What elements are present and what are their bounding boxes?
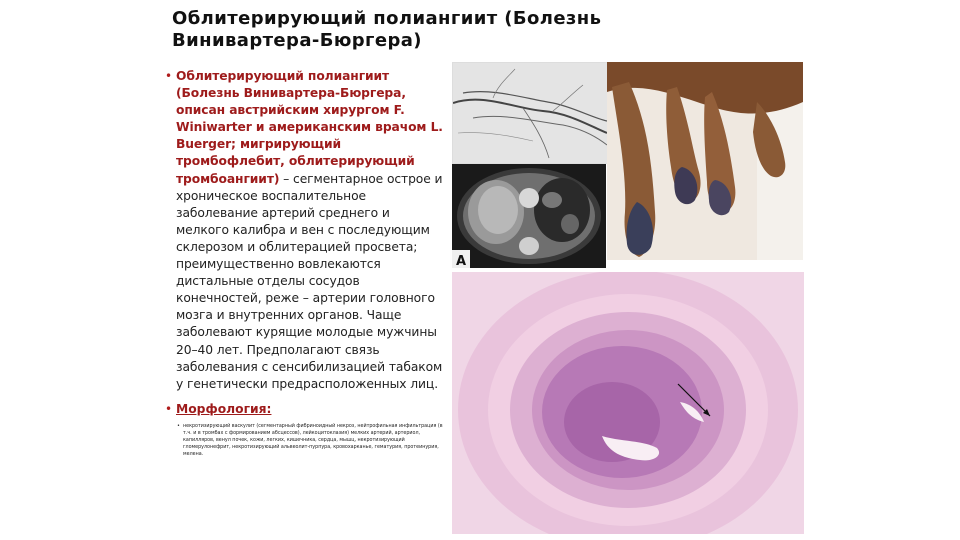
slide-title: Облитерирующий полиангиит (Болезнь Винивартера-Бюргера)	[172, 8, 602, 51]
morphology-detail-text: некротизирующий васкулит (сегментарный фибриноидный некроз, нейтрофильная инфильтрация (в т.ч. и в тромбах с формированием абсцессов), лейкоцитоклазия) мелких артерий, артериол, капилляров, венул почек, кожи, легких, кишечника, сердца, мышц, некротизирующий гломерулонефрит, некротизирующий альвеолит-пурпура, кровохарканье, гематурия, протеинурия, мелена.	[183, 423, 443, 458]
text-column	[165, 68, 445, 458]
sub-bullet-dot: •	[177, 422, 180, 429]
angiography-image	[452, 62, 608, 164]
morphology-detail	[165, 423, 445, 458]
morphology-heading: Морфология:	[176, 401, 272, 416]
definition-body: – сегментарное острое и хроническое воспалительное заболевание артерий среднего и мелкого калибра и вен с последующим склерозом и облитерацией просвета; преимущественно вовлекаются дистальные отделы сосудов конечностей, реже – артерии головного мозга и внутренних органов. Чаще заболевают курящие молодые мужчины 20–40 лет. Предполагают связь заболевания с сенсибилизацией табаком у генетически предрасположенных лиц.	[176, 171, 443, 391]
definition-paragraph	[176, 68, 445, 393]
bullet-dot: •	[165, 69, 173, 83]
ct-label: A	[456, 254, 467, 268]
ct-scan-image	[452, 164, 606, 268]
bullet-dot: •	[165, 401, 173, 416]
bullet-morphology	[165, 401, 445, 418]
hand-photo	[607, 62, 803, 260]
histology-image	[452, 272, 804, 534]
definition-lead: Облитерирующий полиангиит (Болезнь Винивартера-Бюргера, описан австрийским хирургом F. Winiwarter и американским врачом L. Buerger; мигрирующий тромбофлебит, облитерирующий тромбоангиит)	[176, 69, 443, 186]
bullet-definition	[165, 68, 445, 393]
